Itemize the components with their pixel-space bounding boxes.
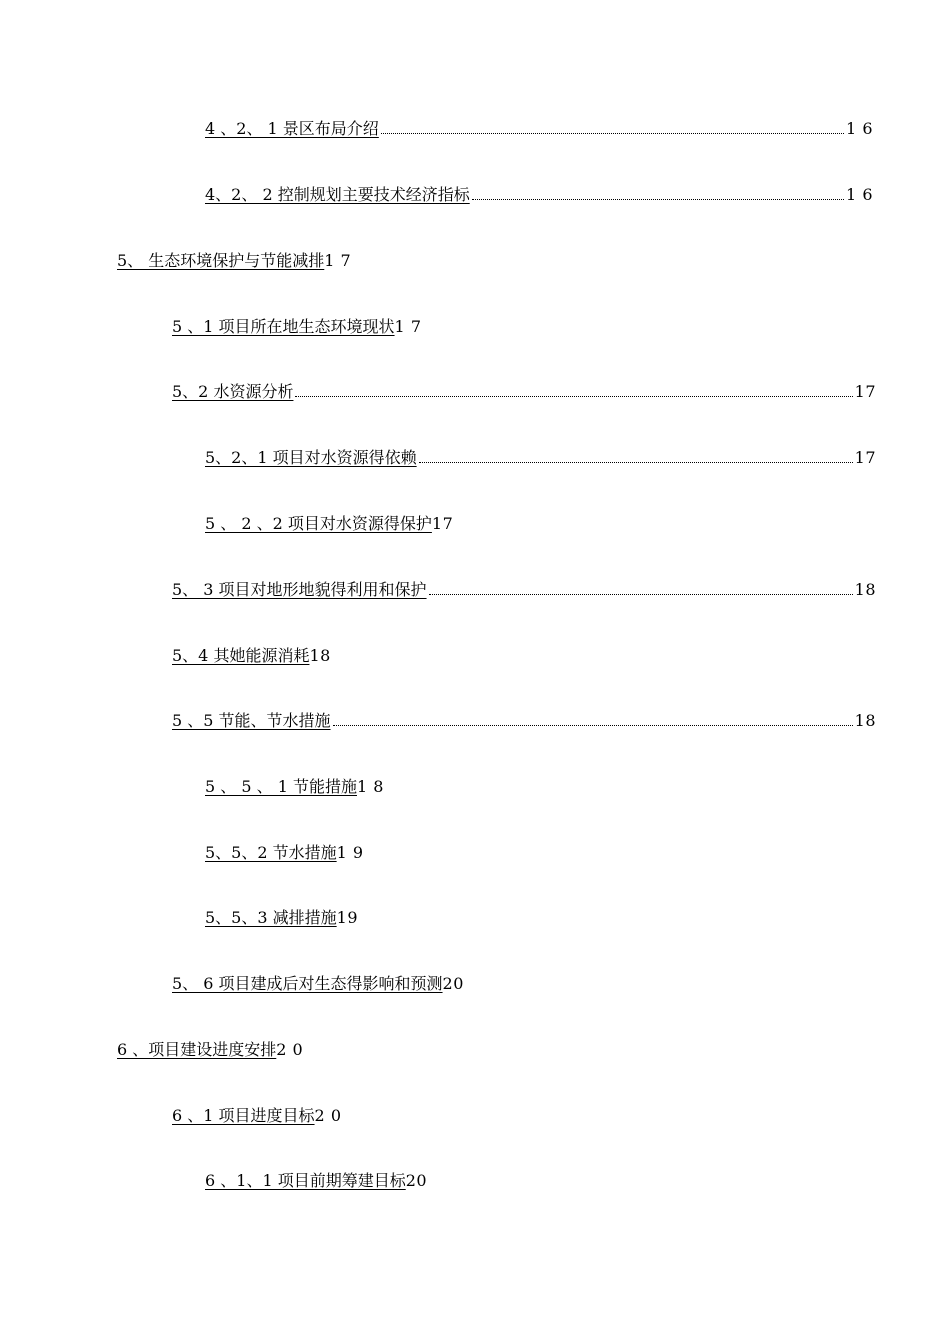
- toc-entry-page: 1 9: [336, 843, 364, 862]
- dot-leader: [295, 396, 852, 397]
- toc-entry-page: 1 8: [356, 777, 384, 796]
- toc-entry-title: 5、 6 项目建成后对生态得影响和预测: [172, 974, 443, 993]
- toc-entry-page: 17: [431, 514, 454, 533]
- toc-entry[interactable]: [205, 117, 873, 139]
- toc-entry-title: 5 、 5 、 1 节能措施: [205, 777, 357, 796]
- toc-entry[interactable]: [172, 1104, 342, 1126]
- toc-entry-title: 5 、1 项目所在地生态环境现状: [172, 317, 395, 336]
- toc-entry[interactable]: [205, 906, 358, 928]
- toc-entry-page: 2 0: [314, 1106, 342, 1125]
- toc-entry[interactable]: [117, 249, 351, 271]
- toc-entry-page: 17: [854, 448, 876, 467]
- toc-entry-title: 5 、 2 、2 项目对水资源得保护: [205, 514, 432, 533]
- toc-entry-page: 20: [405, 1171, 428, 1190]
- toc-entry-title: 6 、1、1 项目前期筹建目标: [205, 1171, 406, 1190]
- dot-leader: [381, 133, 844, 134]
- toc-entry[interactable]: [205, 775, 384, 797]
- toc-entry-title: 5、5、2 节水措施: [205, 843, 337, 862]
- toc-entry-title: 4、2、 2 控制规划主要技术经济指标: [205, 185, 470, 204]
- toc-entry-title: 5 、5 节能、节水措施: [172, 711, 331, 730]
- toc-entry-page: 1 6: [846, 119, 873, 138]
- toc-entry-title: 5、5、3 减排措施: [205, 908, 337, 927]
- toc-entry[interactable]: [117, 1038, 303, 1060]
- toc-entry-page: 18: [854, 580, 876, 599]
- toc-entry[interactable]: [172, 380, 876, 402]
- toc-entry[interactable]: [172, 709, 876, 731]
- toc-entry-page: 1 7: [324, 251, 352, 270]
- toc-entry-title: 5、 3 项目对地形地貌得利用和保护: [172, 580, 427, 599]
- toc-entry[interactable]: [205, 512, 453, 534]
- toc-entry[interactable]: [205, 1169, 427, 1191]
- dot-leader: [419, 462, 853, 463]
- toc-entry-title: 5、2、1 项目对水资源得依赖: [205, 448, 417, 467]
- toc-entry-page: 18: [854, 711, 876, 730]
- toc-entry[interactable]: [205, 446, 876, 468]
- toc-entry-page: 1 6: [846, 185, 873, 204]
- toc-entry-page: 2 0: [276, 1040, 304, 1059]
- toc-entry-title: 4 、2、 1 景区布局介绍: [205, 119, 379, 138]
- toc-entry-page: 1 7: [394, 317, 422, 336]
- toc-entry[interactable]: [205, 183, 873, 205]
- toc-entry-title: 5、 生态环境保护与节能减排: [117, 251, 325, 270]
- toc-entry[interactable]: [172, 578, 876, 600]
- toc-entry[interactable]: [172, 644, 331, 666]
- dot-leader: [472, 199, 844, 200]
- toc-entry-title: 5、2 水资源分析: [172, 382, 294, 401]
- dot-leader: [429, 594, 853, 595]
- toc-entry-page: 18: [309, 646, 331, 665]
- toc-entry-title: 6 、1 项目进度目标: [172, 1106, 315, 1125]
- toc-entry[interactable]: [172, 315, 422, 337]
- toc-entry-title: 6 、项目建设进度安排: [117, 1040, 277, 1059]
- toc-entry-page: 17: [854, 382, 876, 401]
- toc-entry-page: 19: [336, 908, 358, 927]
- toc-entry-title: 5、4 其她能源消耗: [172, 646, 310, 665]
- toc-entry[interactable]: [172, 972, 464, 994]
- dot-leader: [333, 725, 853, 726]
- toc-entry-page: 20: [442, 974, 464, 993]
- toc-entry[interactable]: [205, 841, 364, 863]
